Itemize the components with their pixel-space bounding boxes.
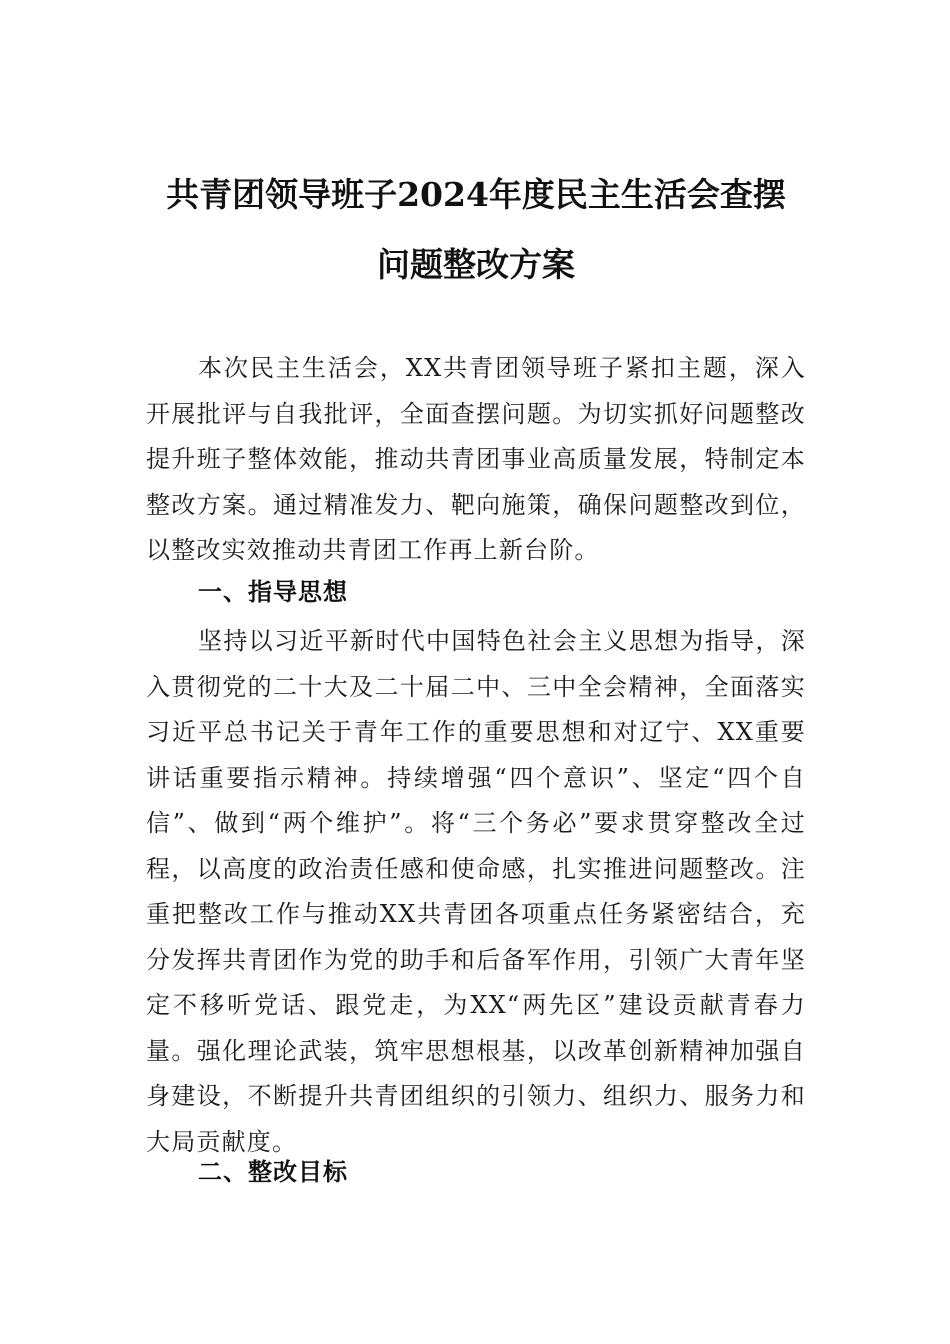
intro-section [146, 346, 806, 574]
document-title-line-1: 共青团领导班子2024年度民主生活会查摆 [166, 175, 786, 214]
section-heading-rectification-goals: 二、整改目标 [198, 1158, 348, 1186]
document-title-line-2: 问题整改方案 [377, 245, 575, 284]
guiding-ideology-paragraph: 坚持以习近平新时代中国特色社会主义思想为指导，深入贯彻党的二十大及二十届二中、三中全会精神，全面落实习近平总书记关于青年工作的重要思想和对辽宁、XX重要讲话重要指示精神。持续增强“四个意识”、坚定“四个自信”、做到“两个维护”。将“三个务必”要求贯穿整改全过程，以高度的政治责任感和使命感，扎实推进问题整改。注重把整改工作与推动XX共青团各项重点任务紧密结合，充分发挥共青团作为党的助手和后备军作用，引领广大青年坚定不移听党话、跟党走，为XX“两先区”建设贡献青春力量。强化理论武装，筑牢思想根基，以改革创新精神加强自身建设，不断提升共青团组织的引领力、组织力、服务力和大局贡献度。 [146, 627, 806, 1156]
intro-paragraph: 本次民主生活会，XX共青团领导班子紧扣主题，深入开展批评与自我批评，全面查摆问题。为切实抓好问题整改提升班子整体效能，推动共青团事业高质量发展，特制定本整改方案。通过精准发力、靶向施策，确保问题整改到位，以整改实效推动共青团工作再上新台阶。 [146, 354, 806, 564]
guiding-ideology-section [146, 619, 806, 1165]
section-heading-guiding-ideology: 一、指导思想 [198, 578, 348, 606]
